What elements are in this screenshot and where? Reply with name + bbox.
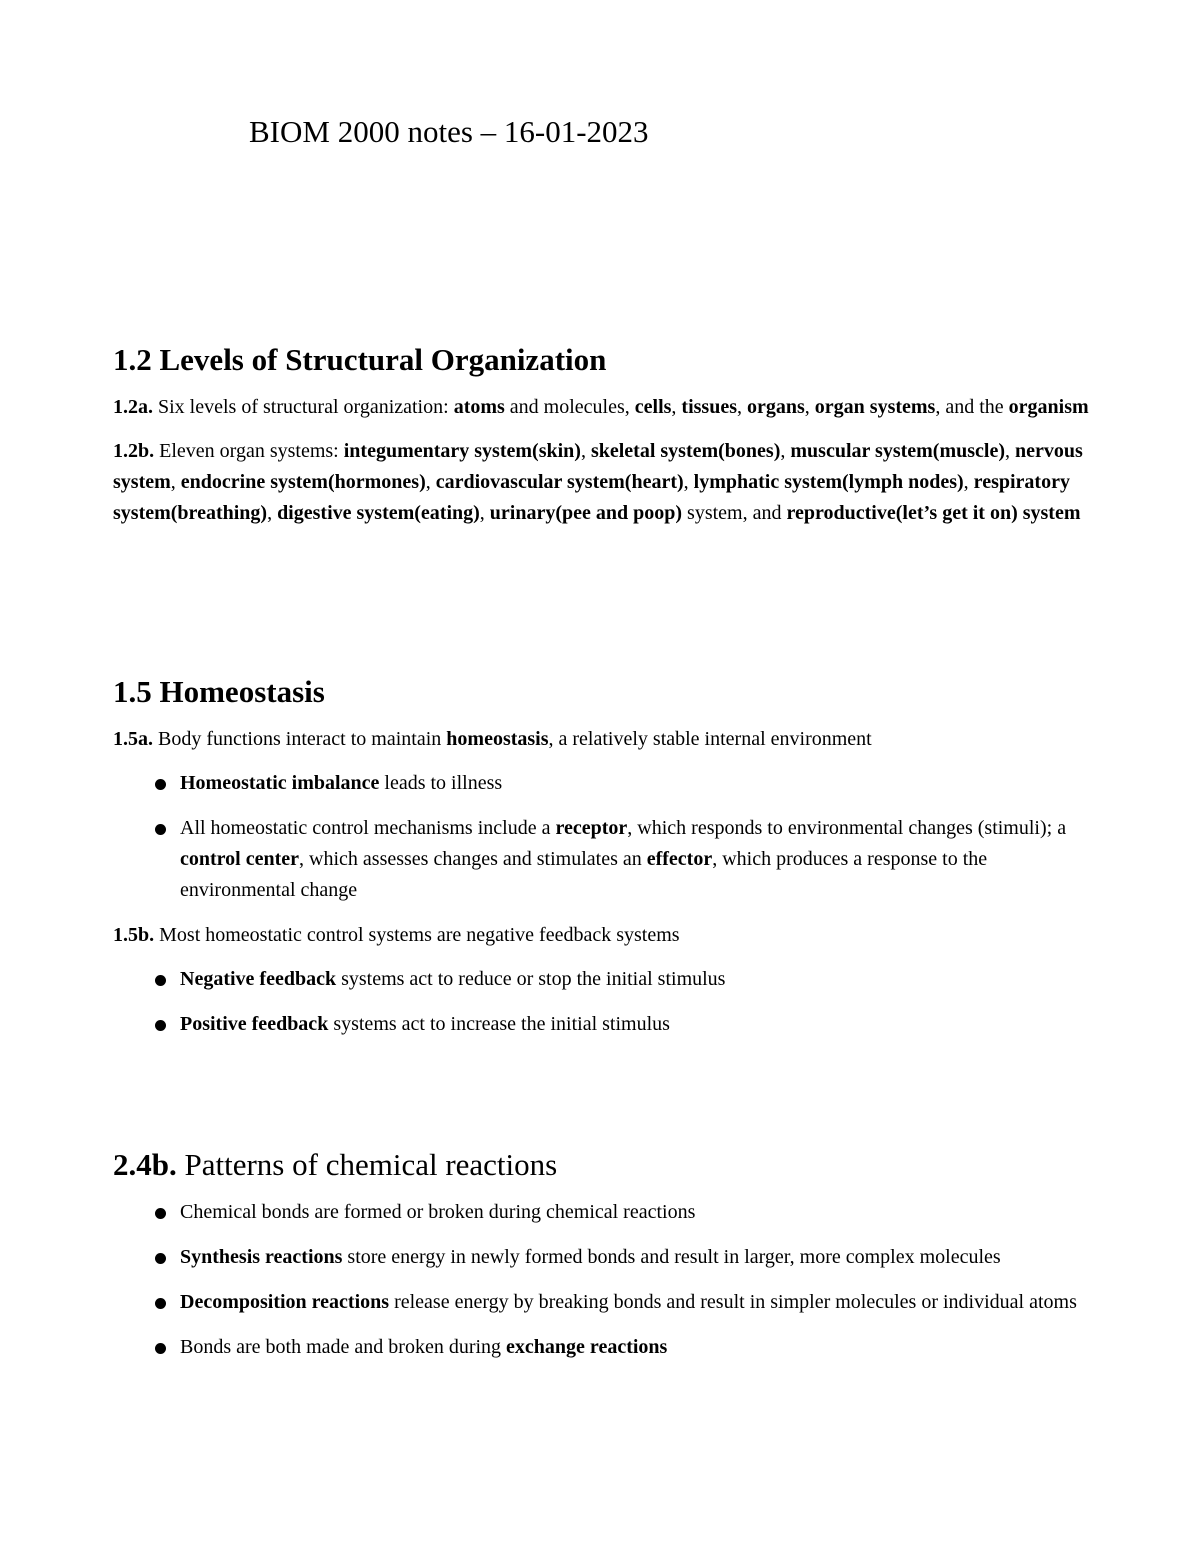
term: effector <box>646 848 713 870</box>
term: Positive feedback <box>180 1013 329 1035</box>
text: , <box>671 396 682 418</box>
text: , which responds to environmental changes (stimuli); a <box>627 817 1067 839</box>
text: , and the <box>935 396 1009 418</box>
bullet-dot-icon <box>155 1020 166 1031</box>
term: tissues <box>681 396 737 418</box>
text: , <box>580 440 591 462</box>
text: , <box>683 471 694 493</box>
text: Chemical bonds are formed or broken during chemical reactions <box>180 1201 696 1223</box>
para-label: 1.5a. <box>113 728 153 750</box>
list-item <box>113 1009 1103 1040</box>
text: Body functions interact to maintain <box>153 728 447 750</box>
bullet-dot-icon <box>155 779 166 790</box>
para-label: 1.2a. <box>113 396 153 418</box>
text: and molecules, <box>504 396 635 418</box>
heading-text: Patterns of chemical reactions <box>176 1147 558 1182</box>
text: All homeostatic control mechanisms include a <box>180 817 556 839</box>
term: receptor <box>555 817 628 839</box>
list-item <box>113 1287 1103 1318</box>
text: Most homeostatic control systems are negative feedback systems <box>154 924 680 946</box>
text: , <box>737 396 747 418</box>
text: , <box>963 471 974 493</box>
list-item <box>113 1197 1103 1228</box>
term: homeostasis <box>446 728 549 750</box>
text: , <box>479 502 490 524</box>
term: cardiovascular system(heart) <box>435 471 684 493</box>
term: Synthesis reactions <box>180 1246 343 1268</box>
list-item <box>113 964 1103 995</box>
list-item <box>113 1242 1103 1273</box>
section-1-2 <box>113 340 1103 542</box>
term: digestive system(eating) <box>277 502 480 524</box>
bullet-dot-icon <box>155 824 166 835</box>
term: Negative feedback <box>180 968 337 990</box>
bullet-dot-icon <box>155 1343 166 1354</box>
section-1-5 <box>113 672 1103 1054</box>
bullet-list-1-5b <box>113 964 1103 1040</box>
para-label: 1.2b. <box>113 440 155 462</box>
list-item <box>113 1332 1103 1363</box>
term: muscular system(muscle) <box>790 440 1005 462</box>
paragraph-1-5a <box>113 724 1103 755</box>
text: store energy in newly formed bonds and result in larger, more complex molecules <box>342 1246 1001 1268</box>
paragraph-1-2b <box>113 436 1103 529</box>
term: integumentary system(skin) <box>343 440 581 462</box>
text: systems act to reduce or stop the initial stimulus <box>336 968 726 990</box>
text: , <box>425 471 436 493</box>
text: , which produces a response to the environmental change <box>180 848 988 901</box>
bullet-list-2-4b <box>113 1197 1103 1363</box>
paragraph-1-5b <box>113 920 1103 951</box>
section-heading-1-5: 1.5 Homeostasis <box>113 674 325 709</box>
term: lymphatic system(lymph nodes) <box>693 471 964 493</box>
text: , <box>1005 440 1015 462</box>
term: skeletal system(bones) <box>590 440 781 462</box>
term: reproductive(let’s get it on) system <box>786 502 1081 524</box>
bullet-dot-icon <box>155 1208 166 1219</box>
term: Decomposition reactions <box>180 1291 390 1313</box>
bullet-dot-icon <box>155 1298 166 1309</box>
term: nervous system <box>113 440 1083 493</box>
term: organism <box>1008 396 1089 418</box>
term: urinary(pee and poop) <box>489 502 683 524</box>
heading-number: 2.4b. <box>113 1147 177 1182</box>
term: endocrine system(hormones) <box>180 471 426 493</box>
text: systems act to increase the initial stimulus <box>328 1013 670 1035</box>
text: , <box>780 440 791 462</box>
term: atoms <box>453 396 505 418</box>
list-item <box>113 768 1103 799</box>
term: respiratory system(breathing) <box>113 471 1070 524</box>
text: Six levels of structural organization: <box>153 396 454 418</box>
term: organs <box>747 396 805 418</box>
text: , <box>804 396 815 418</box>
text: system, and <box>682 502 787 524</box>
term: Homeostatic imbalance <box>180 772 380 794</box>
bullet-list-1-5a <box>113 768 1103 906</box>
text: release energy by breaking bonds and result in simpler molecules or individual atoms <box>389 1291 1077 1313</box>
text: Bonds are both made and broken during <box>180 1336 507 1358</box>
term: organ systems <box>814 396 936 418</box>
text: Eleven organ systems: <box>154 440 344 462</box>
section-heading-1-2: 1.2 Levels of Structural Organization <box>113 342 607 377</box>
text: , <box>170 471 181 493</box>
para-label: 1.5b. <box>113 924 155 946</box>
text: , <box>267 502 278 524</box>
bullet-dot-icon <box>155 975 166 986</box>
document-title: BIOM 2000 notes – 16-01-2023 <box>249 114 649 149</box>
text: , a relatively stable internal environment <box>548 728 872 750</box>
text: , which assesses changes and stimulates an <box>299 848 647 870</box>
section-heading-2-4b <box>113 1145 1103 1185</box>
text: leads to illness <box>379 772 503 794</box>
term: control center <box>180 848 300 870</box>
bullet-dot-icon <box>155 1253 166 1264</box>
list-item <box>113 813 1103 906</box>
paragraph-1-2a <box>113 392 1103 423</box>
section-2-4b <box>113 1145 1103 1377</box>
term: exchange reactions <box>506 1336 668 1358</box>
term: cells <box>634 396 672 418</box>
